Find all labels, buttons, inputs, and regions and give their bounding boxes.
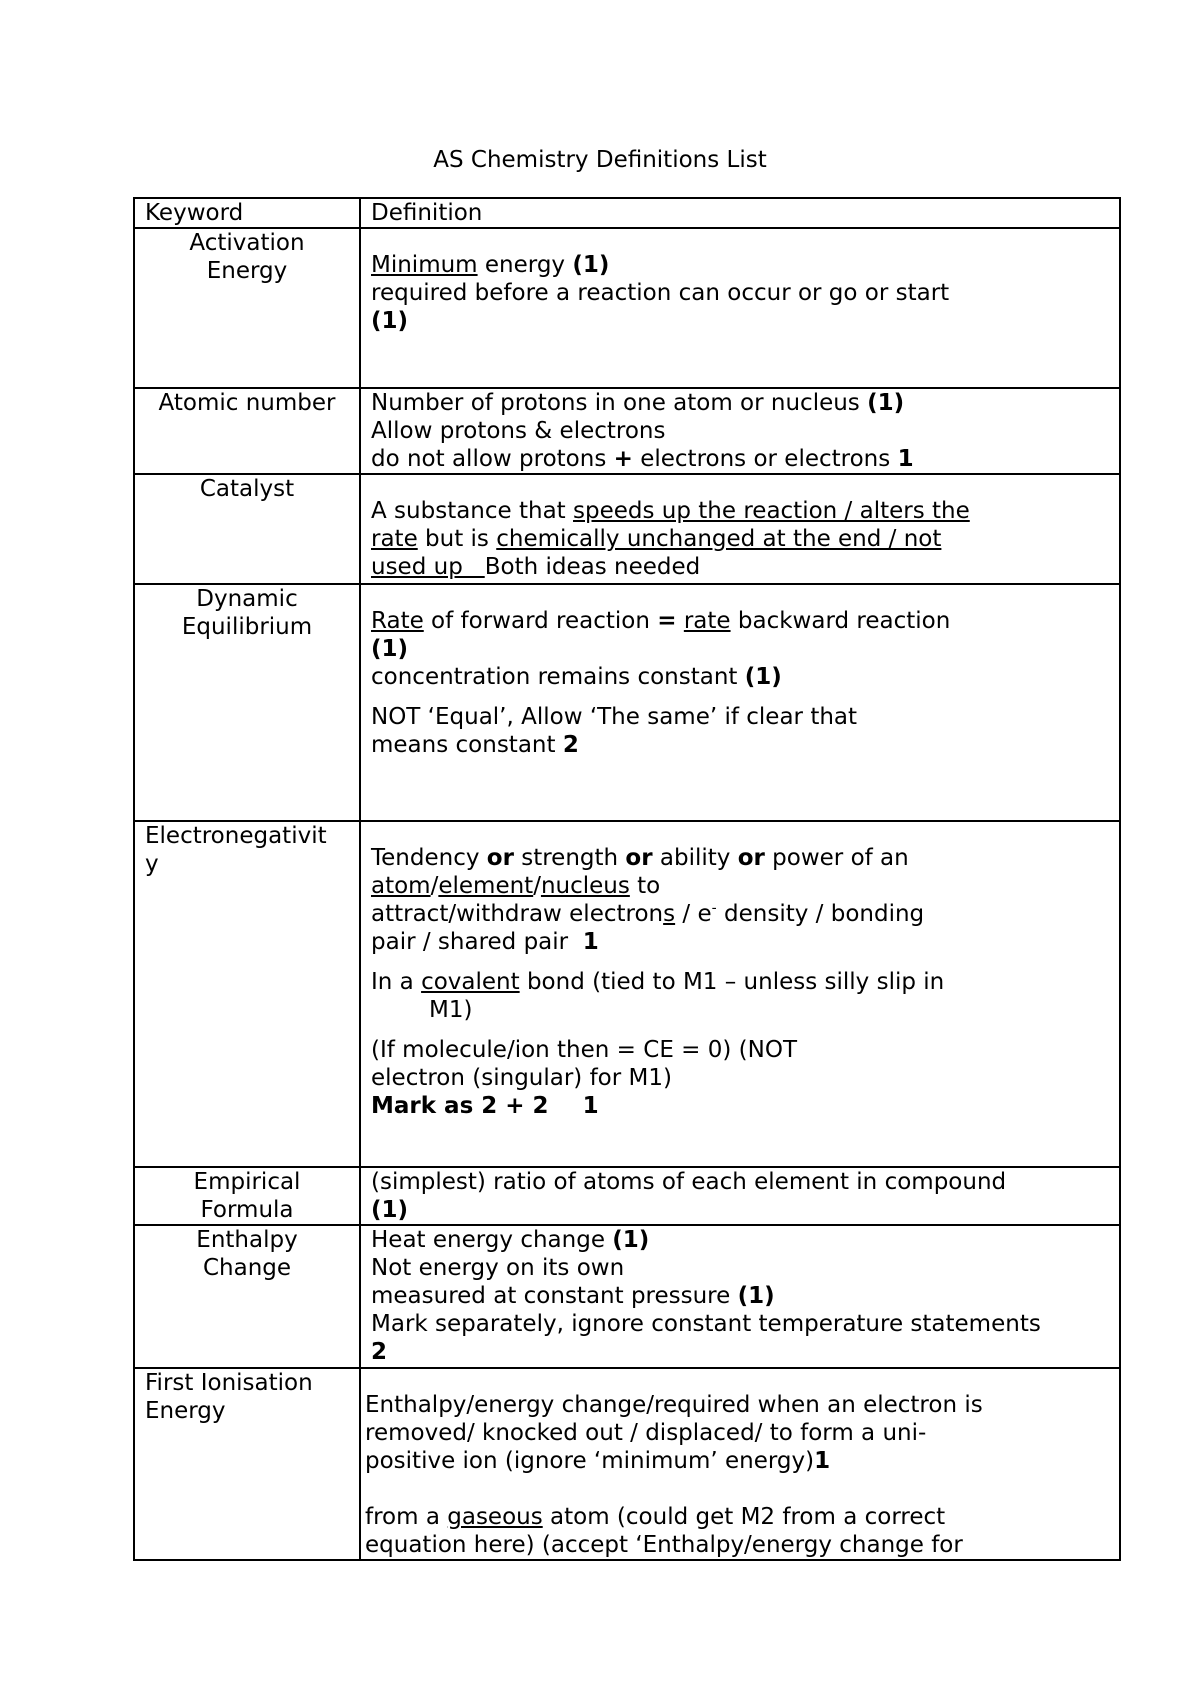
keyword-cell: Atomic number	[134, 388, 360, 474]
definitions-table	[133, 197, 1121, 1561]
definition-cell: Number of protons in one atom or nucleus (1) Allow protons & electrons do not allow protons + electrons or electrons 1	[360, 388, 1120, 474]
page-title: AS Chemistry Definitions List	[433, 147, 767, 173]
keyword-cell: Empirical Formula	[134, 1167, 360, 1225]
definition-cell: Tendency or strength or ability or power of an atom/element/nucleus to attract/withdraw electrons / e- density / bonding pair / shared pair 1 In a covalent bond (tied to M1 – unless silly slip in M1) (If molecule/ion then = CE = 0) (NOT electron (singular) for M1) Mark as 2 + 2 1	[360, 821, 1120, 1167]
table-row	[134, 1225, 1120, 1368]
table-row	[134, 388, 1120, 474]
keyword-cell: Catalyst	[134, 474, 360, 584]
header-definition: Definition	[360, 198, 1120, 228]
definition-cell: Rate of forward reaction = rate backward reaction (1) concentration remains constant (1) NOT ‘Equal’, Allow ‘The same’ if clear that means constant 2	[360, 584, 1120, 821]
keyword-cell: First Ionisation Energy	[134, 1368, 360, 1560]
header-keyword: Keyword	[134, 198, 360, 228]
definition-cell: Heat energy change (1) Not energy on its own measured at constant pressure (1) Mark separately, ignore constant temperature statements 2	[360, 1225, 1120, 1368]
definition-cell: A substance that speeds up the reaction / alters the rate but is chemically unchanged at the end / not used up Both ideas needed	[360, 474, 1120, 584]
table-header-row	[134, 198, 1120, 228]
keyword-cell: Activation Energy	[134, 228, 360, 388]
keyword-cell: Dynamic Equilibrium	[134, 584, 360, 821]
table-row	[134, 228, 1120, 388]
definition-cell: (simplest) ratio of atoms of each element in compound (1)	[360, 1167, 1120, 1225]
table-row	[134, 474, 1120, 584]
definition-cell: Enthalpy/energy change/required when an electron is removed/ knocked out / displaced/ to form a uni- positive ion (ignore ‘minimum’ energy)1 from a gaseous atom (could get M2 from a correct equation here) (accept ‘Enthalpy/energy change for	[360, 1368, 1120, 1560]
table-row	[134, 1368, 1120, 1560]
definition-cell: Minimum energy (1) required before a reaction can occur or go or start (1)	[360, 228, 1120, 388]
table-row	[134, 1167, 1120, 1225]
keyword-cell: Enthalpy Change	[134, 1225, 360, 1368]
table-row	[134, 584, 1120, 821]
keyword-cell: Electronegativit y	[134, 821, 360, 1167]
table-row	[134, 821, 1120, 1167]
